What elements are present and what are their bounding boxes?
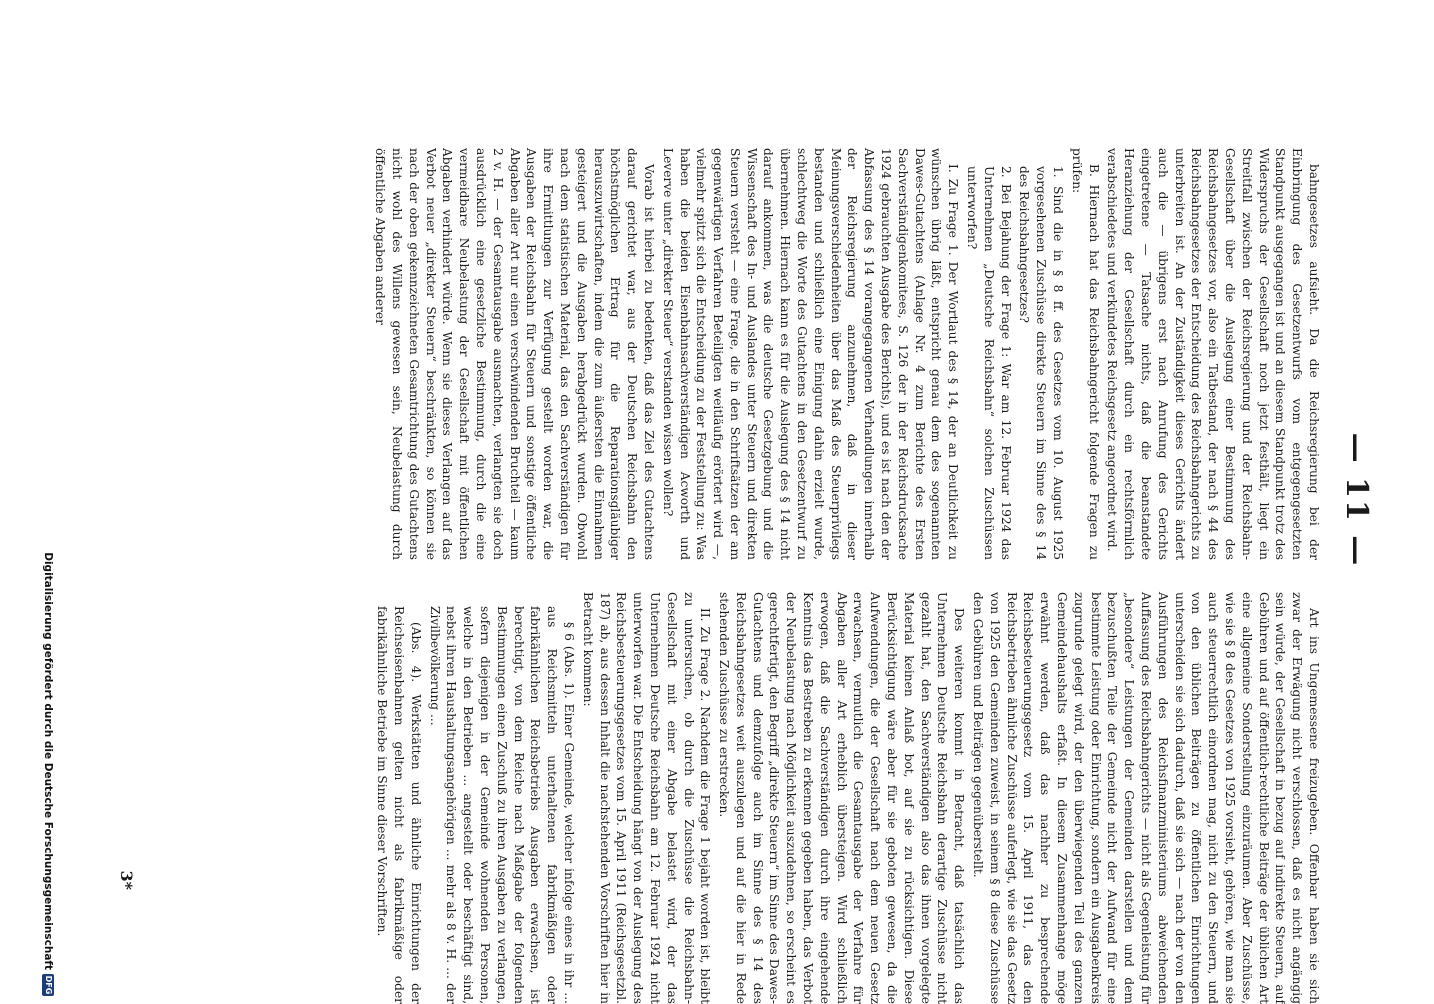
paragraph: Art ins Ungemessene freizugeben. Offenbar haben sie sich zwar der Erwägung nicht verschlossen, daß es nicht angängig sein würde, der Gesellschaft in bezug auf indirekte Steuern, auf Gebühren und auf öffentlich-rechtliche Beiträge der üblichen Art eine allgemeine Sonderstellung einzuräumen. Aber Zuschüsse, wie sie § 8 des Gesetzes von 1925 vorsieht, gehören, wie man sie auch steuerrechtlich einordnen mag, nicht zu den Steuern, und von den üblichen Beiträgen zu öffentlichen Einrichtungen unterscheiden sie sich dadurch, daß sie sich — nach der von den Ausführungen des Reichsfinanzministeriums abweichenden Auffassung des Reichsbahngerichts — nicht als Gegenleistung für „besondere“ Leistungen der Gemeinden darstellen und dem bezuschußten Teile der Gemeinde nicht der Aufwand für eine bestimmte Leistung oder Einrichtung, sondern ein Ausgabenkreis zugrunde gelegt wird, der den überwiegenden Teil des ganzen Gemeindehaushalts erfaßt. In diesem Zusammenhange möge erwähnt werden, daß das nachher zu besprechende Reichsbesteuerungsgesetz vom 15. April 1911, das den Reichsbetrieben ähnliche Zuschüsse auferlegt, wie sie das Gesetz von 1925 den Gemeinden zuweist, in seinem § 8 diese Zuschüsse den Gebühren und Beiträgen gegenüberstellt. [971,592,1321,1004]
paragraph: Vorab ist hierbei zu bedenken, daß das Ziel des Gutachtens darauf gerichtet war, aus der Deutschen Reichsbahn den höchstmöglichen Ertrag für die Reparationsgläubiger herauszuwirtschaften, indem die zum äußersten die Einnahmen gesteigert und die Ausgaben herabgedrückt wurden. Obwohl nach dem statistischen Material, das den Sachverständigen für ihre Ermittlungen zur Verfügung gestellt worden war, die Ausgaben der Reichsbahn für Steuern und sonstige öffentliche Abgaben aller Art nur einen verschwindenden Bruchteil — kaum 2 v. H. — der Gesamtausgabe ausmachten, verlangten sie doch ausdrücklich eine gesetzliche Bestimmung, durch die eine vermeidbare Neubelastung der Gesellschaft mit öffentlichen Abgaben verhindert würde. Wenn sie dieses Verlangen auf das Verbot neuer „direkter Steuern“ beschränkten, so können sie nach der oben gekennzeichneten Gesamtrichtung des Gutachtens nicht wohl des Willens gewesen sein, Neubelastung durch öffentliche Abgaben anderer [373,148,656,560]
dfg-logo-icon: DFG [44,975,53,995]
paragraph: (Abs. 4). Werkstätten und ähnliche Einrichtungen der Reichseisenbahnen gelten nicht als fabrikmäßige oder fabrikähnliche Betriebe im Sinne dieser Vorschriften. [375,606,423,1004]
paragraph: 1. Sind die in § 8 ff. des Gesetzes vom 10. August 1925 vorgesehenen Zuschüsse direkte Steuern im Sinne des § 14 des Reichsbahngesetzes? [1017,166,1066,560]
paragraph: I. Zu Frage 1. Der Wortlaut des § 14, der an Deutlichkeit zu wünschen übrig läßt, entspricht genau dem des sogenannten Dawes-Gutachtens (Anlage Nr. 4 zum Berichte des Ersten Sachverständigenkomitees, S. 126 der in der Reichsdrucksache 1924 gebrauchten Ausgabe des Berichts), und es ist nach den der Abfassung des § 14 vorangegangenen Verhandlungen innerhalb der Reichsregierung anzunehmen, daß in dieser Meinungsverschiedenheiten über das Maß des Steuerprivilegs bestanden und schließlich eine Einigung dahin erzielt wurde, schlechtweg die Worte des Gutachtens in den Gesetzentwurf zu übernehmen. Hiernach kann es für die Auslegung des § 14 nicht darauf ankommen, was die deutsche Gesetzgebung und die Wissenschaft des In- und Auslandes unter Steuern und direkten Steuern versteht — eine Frage, die in den Schriftsätzen der am gegenwärtigen Verfahren Beteiligten weitläufig erörtert wird —, vielmehr spitzt sich die Entscheidung zu der Feststellung zu: Was haben die beiden Eisenbahnsachverständigen Acworth und Leverve unter „direkter Steuer“ verstanden wissen wollen? [660,148,961,560]
right-text-column [371,592,1322,1004]
paragraph: Des weiteren kommt in Betracht, daß tatsächlich das Unternehmen Deutsche Reichsbahn derartige Zuschüsse nicht gezahlt hat, den Sachverständigen also das ihnen vorgelegte Material keinen Anlaß bot, auf sie zu rücksichtigen. Diese Berücksichtigung wäre aber für sie geboten gewesen, da die Aufwendungen, die der Gesellschaft nach dem neuen Gesetz erwachsen, vermutlich die Gesamtausgabe der Verfahre für Abgaben aller Art erheblich übersteigen. Wird schließlich erwogen, daß die Sachverständigen durch ihre eingehende Kenntnis das Bestreben zu erkennen gegeben haben, das Verbot der Neubelastung nach Möglichkeit auszudehnen, so erscheint es gerechtfertigt, den Begriff „direkte Steuern“ im Sinne des Dawes-Gutachtens und demzufolge auch im Sinne des § 14 des Reichsbahngesetzes weit auszulegen und auf die hier in Rede stehenden Zuschüsse zu erstrecken. [717,592,967,1004]
paragraph: 2. Bei Bejahung der Frage 1: War am 12. Februar 1924 das Unternehmen „Deutsche Reichsbahn“ solchen Zuschüssen unterworfen? [965,166,1013,560]
page-number: — 11 — [1339,432,1374,568]
left-text-column [369,148,1322,560]
paragraph: § 6 (Abs. 1). Einer Gemeinde, welcher infolge eines in ihr ... aus Reichsmitteln unterhaltenen fabrikmäßigen oder fabrikähnlichen Reichsbetriebs Ausgaben erwachsen, ist berechtigt, von dem Reiche nach Maßgabe der folgenden Bestimmungen einen Zuschuß zu ihren Ausgaben zu verlangen, sofern diejenigen in der Gemeinde wohnenden Personen, welche in den Betrieben ... angestellt oder beschäftigt sind, nebst ihren Haushaltungsangehörigen ... mehr als 8 v. H. ... der Zivilbevölkerung ... [427,606,576,1004]
credit-text: Digitalisierung gefördert durch die Deutsche Forschungsgemeinschaft [42,552,54,970]
paragraph: bahngesetzes aufsieht. Da die Reichsregierung bei der Einbringung des Gesetzentwurfs vom entgegengesetzten Standpunkt ausgegangen ist und an diesem Standpunkt trotz des Widerspruchs der Gesellschaft noch jetzt festhält, liegt ein Streitfall zwischen der Reichsregierung und der Reichsbahn-Gesellschaft über die Auslegung einer Bestimmung des Reichsbahngesetzes vor, also ein Tatbestand, der nach § 44 des Reichsbahngesetzes der Entscheidung des Reichsbahngerichts zu unterbreiten ist. An der Zuständigkeit dieses Gerichts ändert auch die — übrigens erst nach Anrufung des Gerichts eingetretene — Tatsache nichts, daß die beanstandete Heranziehung der Gesellschaft durch ein rechtsförmlich verabschiedetes und verkündetes Reichsgesetz angeordnet wird. [1105,148,1321,560]
paragraph: II. Zu Frage 2. Nachdem die Frage 1 bejaht worden ist, bleibt zu untersuchen, ob durch die Zuschüsse die Reichsbahn-Gesellschaft mit einer Abgabe belastet wird, der das Unternehmen Deutsche Reichsbahn am 12. Februar 1924 nicht unterworfen war. Die Entscheidung hängt von der Auslegung des Reichsbesteuerungsgesetzes vom 15. April 1911 (Reichsgesetzbl. 187) ab, aus dessen Inhalt die nachstehenden Vorschriften hier in Betracht kommen: [580,592,713,1004]
digitization-credit [42,4,54,996]
paragraph: B. Hiernach hat das Reichsbahngericht folgende Fragen zu prüfen: [1069,148,1101,560]
signature-mark: 3* [117,870,136,890]
